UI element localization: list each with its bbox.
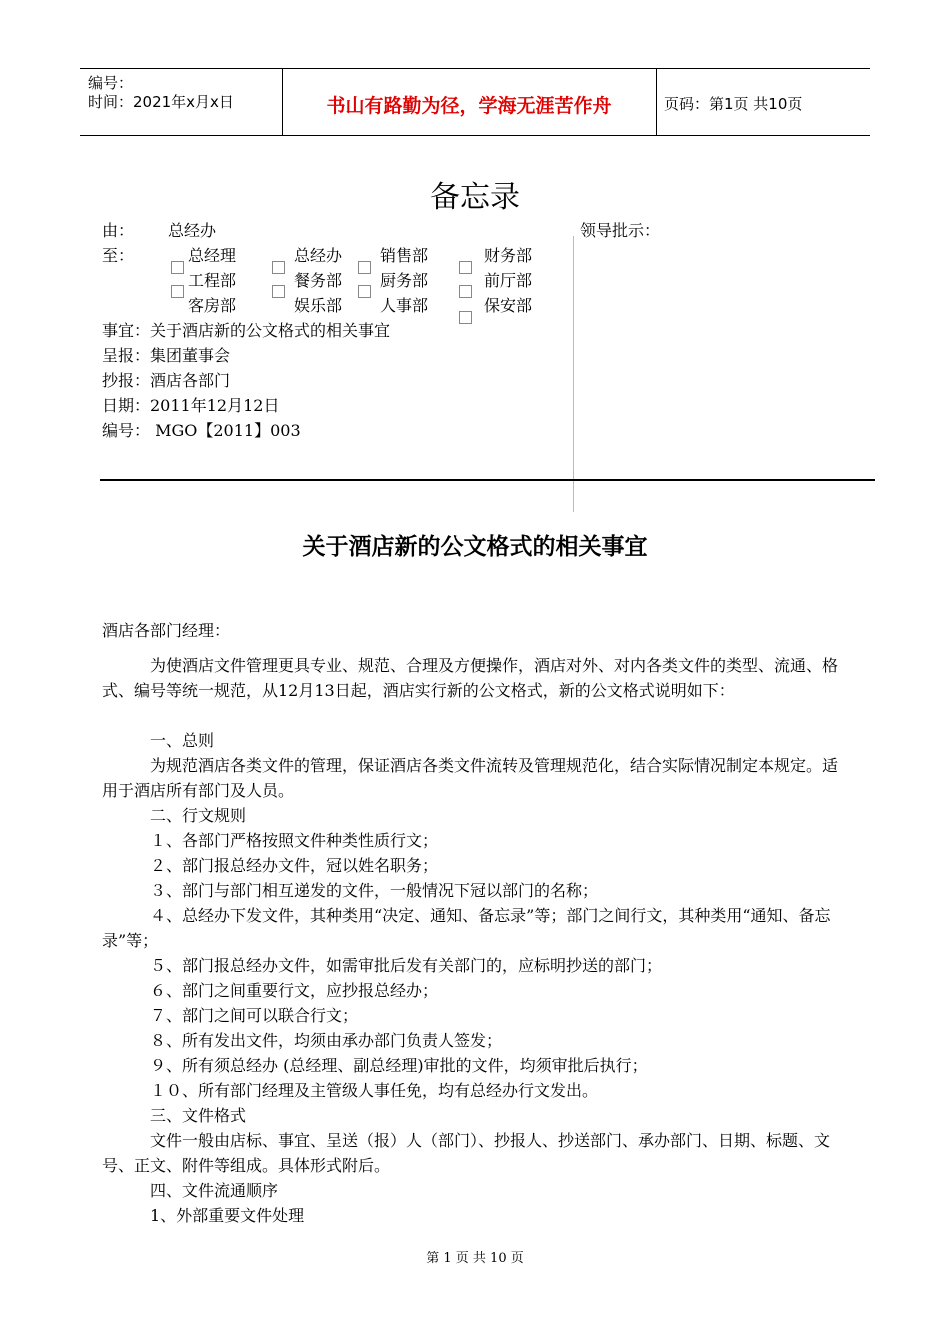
header-top-border: [80, 68, 870, 69]
list-item: ８、所有发出文件，均须由承办部门负责人签发；: [150, 1031, 503, 1050]
section-heading: 二、行文规则: [150, 806, 247, 825]
memo-from-label: 由：: [102, 221, 135, 240]
dept-label: 娱乐部: [294, 296, 343, 315]
dept-label: 工程部: [188, 271, 237, 290]
header-page-info: 页码：第1页 共10页: [664, 95, 803, 113]
dept-label: 总经办: [294, 246, 343, 265]
paragraph: 为使酒店文件管理更具专业、规范、合理及方便操作，酒店对外、对内各类文件的类型、流通、格式、编号等统一规范，从12月13日起，酒店实行新的公文格式，新的公文格式说明如下：: [102, 656, 839, 700]
dept-label: 人事部: [380, 296, 429, 315]
dept-checkbox[interactable]: [459, 261, 472, 274]
dept-checkbox[interactable]: [171, 261, 184, 274]
list-item: ６、部门之间重要行文，应抄报总经办；: [150, 981, 439, 1000]
page-title: 备忘录: [430, 180, 520, 215]
list-item: ３、部门与部门相互递发的文件，一般情况下冠以部门的名称；: [150, 881, 599, 900]
header-divider-2: [656, 68, 657, 136]
list-item: ５、部门报总经办文件，如需审批后发有关部门的，应标明抄送的部门；: [150, 956, 663, 975]
salutation: 酒店各部门经理：: [102, 621, 231, 640]
memo-date: 日期：2011年12月12日: [102, 396, 280, 415]
paragraph: 文件一般由店标、事宜、呈送（报）人（部门）、抄报人、抄送部门、承办部门、日期、标题、文号、正文、附件等组成。具体形式附后。: [102, 1131, 831, 1175]
memo-approval-label: 领导批示：: [580, 221, 661, 240]
paragraph: 为规范酒店各类文件的管理，保证酒店各类文件流转及管理规范化，结合实际情况制定本规定。适用于酒店所有部门及人员。: [102, 756, 839, 800]
memo-subject: 事宜：关于酒店新的公文格式的相关事宜: [102, 321, 391, 340]
document-title: 关于酒店新的公文格式的相关事宜: [302, 533, 648, 560]
header-bottom-border: [80, 135, 870, 136]
section-heading: 四、文件流通顺序: [150, 1181, 279, 1200]
list-item: ４、总经办下发文件，其种类用“决定、通知、备忘录”等；部门之间行文，其种类用“通知、备忘录”等；: [102, 906, 831, 950]
dept-label: 客房部: [188, 296, 237, 315]
dept-label: 餐务部: [294, 271, 343, 290]
header-motto: 书山有路勤为径，学海无涯苦作舟: [326, 95, 612, 117]
dept-label: 销售部: [380, 246, 429, 265]
dept-checkbox[interactable]: [272, 285, 285, 298]
memo-from-value: 总经办: [168, 221, 217, 240]
memo-number: 编号： MGO【2011】003: [102, 421, 301, 440]
list-item: ９、所有须总经办 (总经理、副总经理)审批的文件，均须审批后执行；: [150, 1056, 648, 1075]
dept-checkbox[interactable]: [171, 285, 184, 298]
memo-submit: 呈报：集团董事会: [102, 346, 231, 365]
dept-checkbox[interactable]: [358, 261, 371, 274]
page-footer: 第 1 页 共 10 页: [426, 1251, 524, 1266]
dept-label: 前厅部: [484, 271, 533, 290]
memo-separator: [100, 479, 875, 481]
section-heading: 三、文件格式: [150, 1106, 247, 1125]
section-heading: 一、总则: [150, 731, 215, 750]
dept-label: 财务部: [484, 246, 533, 265]
list-item: 1、外部重要文件处理: [150, 1206, 305, 1225]
header-time-label: 时间：2021年x月x日: [88, 93, 234, 111]
dept-label: 总经理: [188, 246, 237, 265]
dept-label: 厨务部: [380, 271, 429, 290]
list-item: ２、部门报总经办文件，冠以姓名职务；: [150, 856, 439, 875]
dept-label: 保安部: [484, 296, 533, 315]
dept-checkbox[interactable]: [459, 311, 472, 324]
list-item: ７、部门之间可以联合行文；: [150, 1006, 359, 1025]
list-item: １０、所有部门经理及主管级人事任免，均有总经办行文发出。: [150, 1081, 599, 1100]
header-number-label: 编号：: [88, 74, 134, 92]
memo-to-label: 至：: [102, 246, 135, 265]
approval-divider: [573, 236, 574, 512]
list-item: １、各部门严格按照文件种类性质行文；: [150, 831, 439, 850]
dept-checkbox[interactable]: [358, 285, 371, 298]
dept-checkbox[interactable]: [459, 285, 472, 298]
memo-copy: 抄报：酒店各部门: [102, 371, 231, 390]
dept-checkbox[interactable]: [272, 261, 285, 274]
